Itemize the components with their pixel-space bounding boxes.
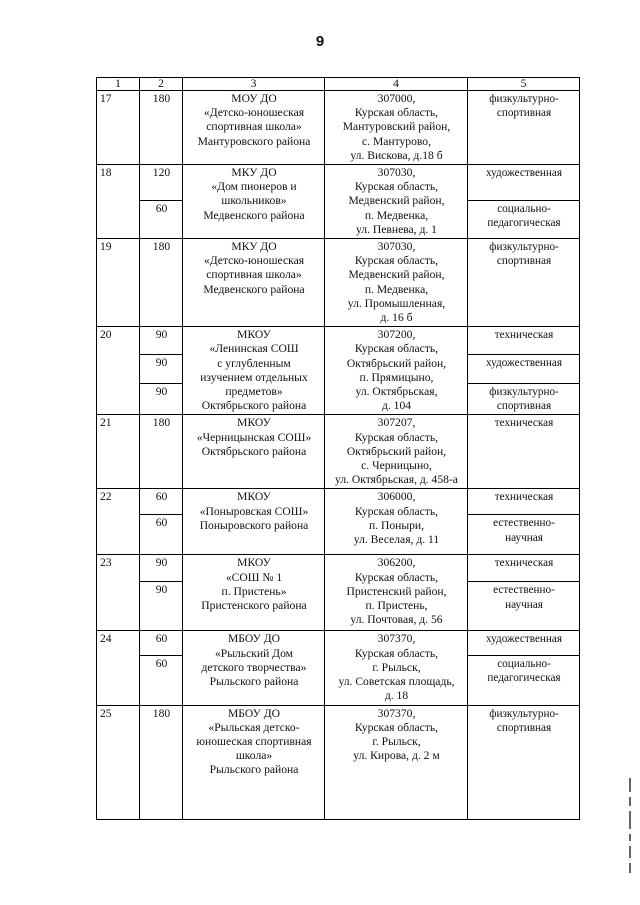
institution-cell: МКУ ДО «Дом пионеров и школьников» Медвенского района xyxy=(183,165,325,239)
table-row xyxy=(97,631,580,656)
capacity-cell: 180 xyxy=(140,415,183,489)
table-row xyxy=(97,239,580,327)
address-cell: 307000, Курская область, Мантуровский район, с. Мантурово, ул. Вискова, д.18 б xyxy=(325,91,468,165)
capacity-cell: 90 xyxy=(140,582,183,631)
address-cell: 306000, Курская область, п. Поныри, ул. Веселая, д. 11 xyxy=(325,489,468,555)
header-cell: 3 xyxy=(183,78,325,91)
direction-cell: физкультурно- спортивная xyxy=(468,383,580,415)
row-number: 17 xyxy=(97,91,140,165)
institution-cell: МБОУ ДО «Рыльский Дом детского творчества» Рыльского района xyxy=(183,631,325,705)
institution-cell: МБОУ ДО «Рыльская детско- юношеская спортивная школа» Рыльского района xyxy=(183,705,325,819)
row-number: 23 xyxy=(97,555,140,631)
capacity-cell: 180 xyxy=(140,705,183,819)
row-number: 18 xyxy=(97,165,140,239)
direction-cell: физкультурно- спортивная xyxy=(468,91,580,165)
institution-cell: МОУ ДО «Детско-юношеская спортивная школа» Мантуровского района xyxy=(183,91,325,165)
header-cell: 2 xyxy=(140,78,183,91)
direction-cell: социально- педагогическая xyxy=(468,200,580,238)
table-row xyxy=(97,91,580,165)
row-number: 25 xyxy=(97,705,140,819)
row-number: 19 xyxy=(97,239,140,327)
address-cell: 307030, Курская область, Медвенский район, п. Медвенка, ул. Певнева, д. 1 xyxy=(325,165,468,239)
institution-cell: МКОУ «Черницынская СОШ» Октябрьского района xyxy=(183,415,325,489)
direction-cell: социально- педагогическая xyxy=(468,656,580,705)
capacity-cell: 60 xyxy=(140,515,183,555)
address-cell: 307370, Курская область, г. Рыльск, ул. Советская площадь, д. 18 xyxy=(325,631,468,705)
page-number: 9 xyxy=(315,33,325,50)
capacity-cell: 60 xyxy=(140,200,183,238)
direction-cell: физкультурно- спортивная xyxy=(468,705,580,819)
table-row xyxy=(97,489,580,515)
table-row xyxy=(97,555,580,582)
table-row xyxy=(97,327,580,354)
header-cell: 4 xyxy=(325,78,468,91)
header-row xyxy=(97,78,580,91)
row-number: 21 xyxy=(97,415,140,489)
direction-cell: художественная xyxy=(468,631,580,656)
address-cell: 306200, Курская область, Пристенский район, п. Пристень, ул. Почтовая, д. 56 xyxy=(325,555,468,631)
institution-cell: МКУ ДО «Детско-юношеская спортивная школа» Медвенского района xyxy=(183,239,325,327)
row-number: 24 xyxy=(97,631,140,705)
header-cell: 1 xyxy=(97,78,140,91)
address-cell: 307207, Курская область, Октябрьский район, с. Черницыно, ул. Октябрьская, д. 458-а xyxy=(325,415,468,489)
direction-cell: техническая xyxy=(468,555,580,582)
capacity-cell: 60 xyxy=(140,489,183,515)
address-cell: 307030, Курская область, Медвенский район, п. Медвенка, ул. Промышленная, д. 16 б xyxy=(325,239,468,327)
table-row xyxy=(97,165,580,201)
direction-cell: физкультурно- спортивная xyxy=(468,239,580,327)
capacity-cell: 180 xyxy=(140,239,183,327)
capacity-cell: 60 xyxy=(140,656,183,705)
direction-cell: техническая xyxy=(468,327,580,354)
address-cell: 307200, Курская область, Октябрьский район, п. Прямицыно, ул. Октябрьская, д. 104 xyxy=(325,327,468,415)
direction-cell: художественная xyxy=(468,165,580,201)
institution-cell: МКОУ «Поныровская СОШ» Поныровского района xyxy=(183,489,325,555)
institution-cell: МКОУ «Ленинская СОШ с углубленным изучением отдельных предметов» Октябрьского района xyxy=(183,327,325,415)
row-number: 22 xyxy=(97,489,140,555)
direction-cell: художественная xyxy=(468,354,580,383)
address-cell: 307370, Курская область, г. Рыльск, ул. Кирова, д. 2 м xyxy=(325,705,468,819)
direction-cell: естественно- научная xyxy=(468,582,580,631)
table-row xyxy=(97,705,580,819)
row-number: 20 xyxy=(97,327,140,415)
institution-cell: МКОУ «СОШ № 1 п. Пристень» Пристенского района xyxy=(183,555,325,631)
direction-cell: техническая xyxy=(468,489,580,515)
capacity-cell: 90 xyxy=(140,327,183,354)
institutions-table xyxy=(96,77,580,820)
header-cell: 5 xyxy=(468,78,580,91)
direction-cell: естественно- научная xyxy=(468,515,580,555)
capacity-cell: 90 xyxy=(140,354,183,383)
scan-artifact xyxy=(628,778,632,888)
capacity-cell: 60 xyxy=(140,631,183,656)
capacity-cell: 120 xyxy=(140,165,183,201)
direction-cell: техническая xyxy=(468,415,580,489)
capacity-cell: 180 xyxy=(140,91,183,165)
capacity-cell: 90 xyxy=(140,555,183,582)
table-row xyxy=(97,415,580,489)
capacity-cell: 90 xyxy=(140,383,183,415)
